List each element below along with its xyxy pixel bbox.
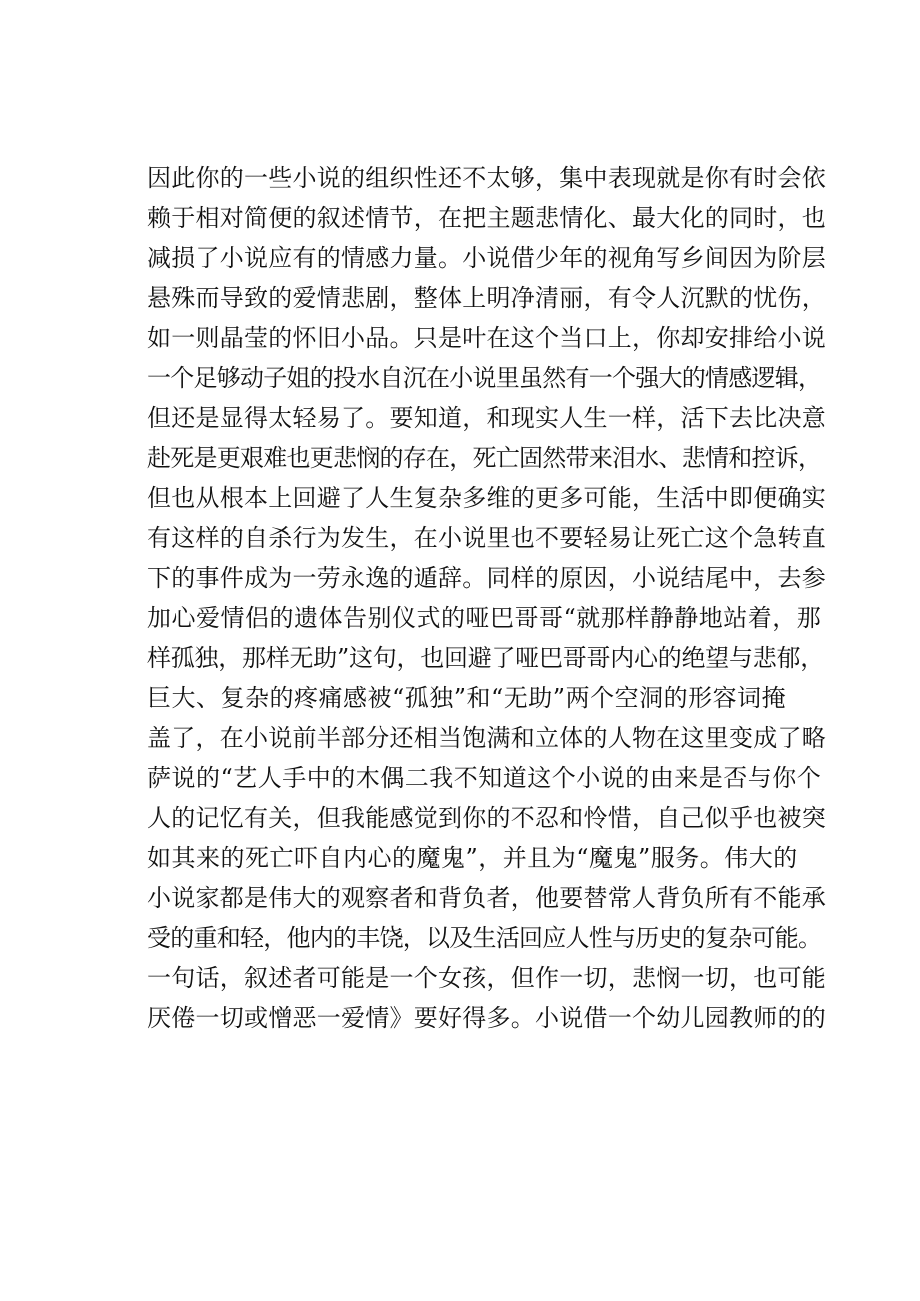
text-line: 但还是显得太轻易了。要知道，和现实人生一样，活下去比决意 xyxy=(147,404,826,432)
text-line: 小说家都是伟大的观察者和背负者，他要替常人背负所有不能承 xyxy=(147,884,826,912)
text-line: 巨大、复杂的疼痛感被“孤独”和“无助”两个空洞的形容词掩 xyxy=(147,684,787,712)
text-line: 萨说的“艺人手中的木偶二我不知道这个小说的由来是否与你个 xyxy=(147,764,822,792)
text-line: 人的记忆有关，但我能感觉到你的不忍和怜惜，自己似乎也被突 xyxy=(147,804,826,832)
text-line: 因此你的一些小说的组织性还不太够，集中表现就是你有时会依 xyxy=(147,164,826,192)
text-line: 但也从根本上回避了人生复杂多维的更多可能，生活中即便确实 xyxy=(147,484,826,512)
text-line: 一句话，叙述者可能是一个女孩，但作一切，悲悯一切，也可能 xyxy=(147,964,826,992)
text-line: 一个足够动子姐的投水自沉在小说里虽然有一个强大的情感逻辑， xyxy=(147,364,822,392)
text-line: 如一则晶莹的怀旧小品。只是叶在这个当口上，你却安排给小说 xyxy=(147,324,826,352)
text-line: 厌倦一切或憎恶一爱情》要好得多。小说借一个幼儿园教师的的 xyxy=(147,1004,826,1032)
text-line: 减损了小说应有的情感力量。小说借少年的视角写乡间因为阶层 xyxy=(147,244,826,272)
text-line: 样孤独，那样无助”这句，也回避了哑巴哥哥内心的绝望与悲郁， xyxy=(147,644,825,672)
text-line: 如其来的死亡吓自内心的魔鬼”，并且为“魔鬼”服务。伟大的 xyxy=(147,844,798,872)
text-line: 盖了，在小说前半部分还相当饱满和立体的人物在这里变成了略 xyxy=(147,724,826,752)
text-line: 悬殊而导致的爱情悲剧，整体上明净清丽，有令人沉默的忧伤， xyxy=(147,284,826,312)
text-line: 下的事件成为一劳永逸的遁辞。同样的原因，小说结尾中，去参 xyxy=(147,564,826,592)
text-line: 赖于相对简便的叙述情节，在把主题悲情化、最大化的同时，也 xyxy=(147,204,826,232)
text-line: 受的重和轻，他内的丰饶，以及生活回应人性与历史的复杂可能。 xyxy=(147,924,822,952)
text-line: 加心爱情侣的遗体告别仪式的哑巴哥哥“就那样静静地站着，那 xyxy=(147,604,822,632)
text-line: 赴死是更艰难也更悲悯的存在，死亡固然带来泪水、悲情和控诉， xyxy=(147,444,822,472)
text-line: 有这样的自杀行为发生，在小说里也不要轻易让死亡这个急转直 xyxy=(147,524,826,552)
body-text xyxy=(147,158,827,1038)
